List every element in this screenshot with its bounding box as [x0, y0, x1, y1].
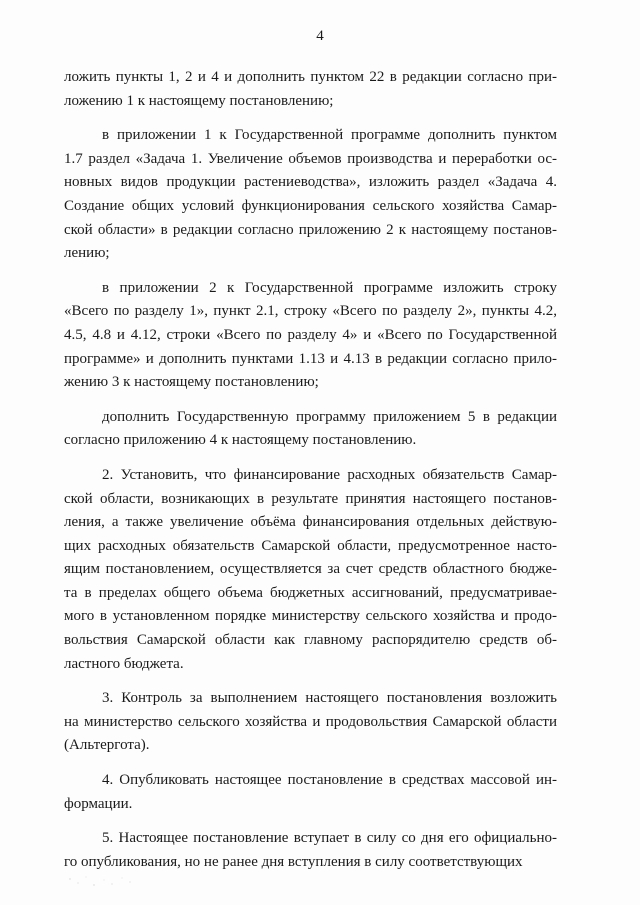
- text-line: формации.: [64, 795, 133, 812]
- text-line: лению;: [64, 245, 110, 262]
- text-line: вольствия Самарской области как главному распорядителю средств об-: [64, 632, 557, 649]
- text-line: жению 3 к настоящему постановлению;: [64, 374, 319, 391]
- text-line: (Альтергота).: [64, 737, 150, 754]
- paragraph: [64, 66, 557, 113]
- document-body: [64, 66, 557, 874]
- text-line: 3. Контроль за выполнением настоящего постановления возложить: [102, 690, 557, 707]
- text-line: ящим постановлением, осуществляется за счет средств областного бюдже-: [64, 561, 557, 578]
- text-line: та в пределах общего объема бюджетных ассигнований, предусматривае-: [64, 584, 557, 601]
- paragraph: [64, 769, 557, 816]
- text-line: 1.7 раздел «Задача 1. Увеличение объемов производства и переработки ос-: [64, 150, 557, 167]
- paragraph: [64, 464, 557, 676]
- paragraph: [64, 687, 557, 758]
- paragraph-gap: [64, 395, 557, 406]
- text-line: щих расходных обязательств Самарской области, предусмотренное насто-: [64, 537, 557, 554]
- text-line: 2. Установить, что финансирование расходных обязательств Самар-: [102, 466, 557, 483]
- text-line: новных видов продукции растениеводства», изложить раздел «Задача 4.: [64, 174, 557, 191]
- paragraph-gap: [64, 266, 557, 277]
- page-number: 4: [316, 28, 324, 44]
- paragraph: [64, 406, 557, 453]
- paragraph-gap: [64, 758, 557, 769]
- text-line: «Всего по разделу 1», пункт 2.1, строку «Всего по разделу 2», пункты 4.2,: [64, 303, 557, 320]
- paragraph: [64, 124, 557, 266]
- text-line: дополнить Государственную программу приложением 5 в редакции: [102, 408, 557, 425]
- text-line: ложить пункты 1, 2 и 4 и дополнить пунктом 22 в редакции согласно при-: [64, 69, 557, 85]
- text-line: 4. Опубликовать настоящее постановление в средствах массовой ин-: [102, 772, 557, 789]
- scan-artifact: [64, 871, 144, 891]
- text-line: ложению 1 к настоящему постановлению;: [64, 92, 334, 109]
- text-line: ской области» в редакции согласно приложению 2 к настоящему постанов-: [64, 221, 557, 238]
- paragraph: [64, 277, 557, 395]
- text-line: 5. Настоящее постановление вступает в силу со дня его официально-: [102, 830, 557, 847]
- paragraph-gap: [64, 113, 557, 124]
- text-line: программе» и дополнить пунктами 1.13 и 4.13 в редакции согласно прило-: [64, 350, 557, 367]
- paragraph: [64, 827, 557, 874]
- text-line: 4.5, 4.8 и 4.12, строки «Всего по разделу 4» и «Всего по Государственной: [64, 326, 557, 343]
- paragraph-gap: [64, 816, 557, 827]
- text-line: в приложении 2 к Государственной программе изложить строку: [102, 279, 557, 296]
- text-line: в приложении 1 к Государственной программе дополнить пунктом: [102, 127, 557, 144]
- text-line: ластного бюджета.: [64, 655, 184, 672]
- text-line: Создание общих условий функционирования сельского хозяйства Самар-: [64, 197, 557, 214]
- text-line: мого в установленном порядке министерству сельского хозяйства и продо-: [64, 608, 557, 625]
- text-line: на министерство сельского хозяйства и продовольствия Самарской области: [64, 713, 557, 730]
- text-line: ления, а также увеличение объёма финансирования отдельных действую-: [64, 514, 557, 531]
- paragraph-gap: [64, 676, 557, 687]
- text-line: ской области, возникающих в результате принятия настоящего постанов-: [64, 490, 557, 507]
- text-line: согласно приложению 4 к настоящему постановлению.: [64, 432, 417, 449]
- paragraph-gap: [64, 453, 557, 464]
- text-line: го опубликования, но не ранее дня вступления в силу соответствующих: [64, 853, 523, 870]
